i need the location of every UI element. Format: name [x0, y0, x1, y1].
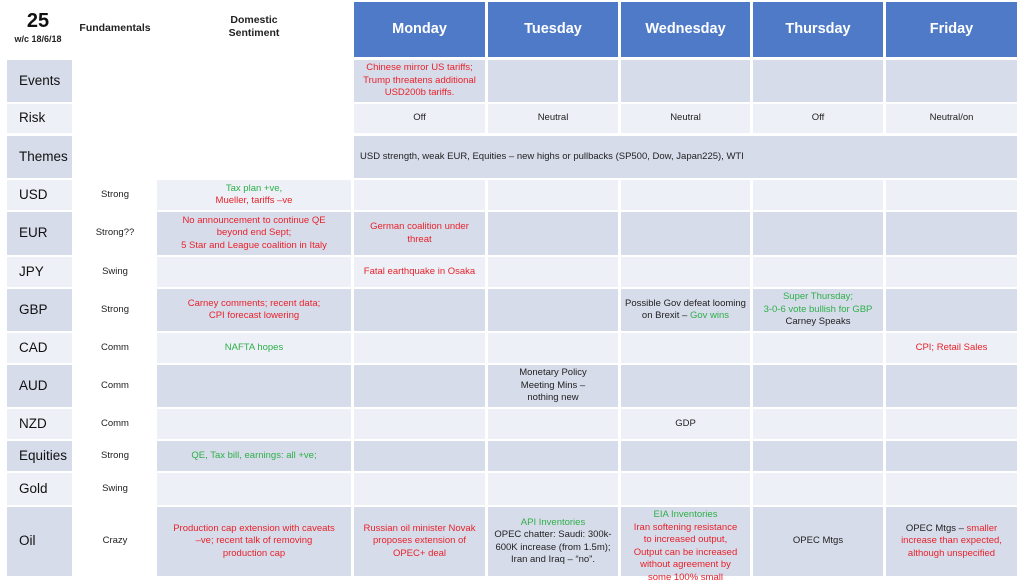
row-label-gbp: GBP [7, 289, 72, 331]
gold-monday [354, 473, 485, 505]
events-monday: Chinese mirror US tariffs; Trump threatens additional USD200b tariffs. [354, 60, 485, 102]
gold-sentiment [157, 473, 351, 505]
usd-friday [886, 180, 1017, 210]
aud-friday [886, 365, 1017, 407]
equities-thursday [753, 441, 883, 471]
jpy-wednesday [621, 257, 750, 287]
gbp-wednesday [621, 289, 750, 331]
risk-tuesday: Neutral [488, 104, 618, 133]
nzd-friday [886, 409, 1017, 439]
nzd-sentiment [157, 409, 351, 439]
oil-sentiment: Production cap extension with caveats –ve; recent talk of removing production cap [157, 507, 351, 576]
gbp-thursday-line3: Carney Speaks [786, 316, 851, 329]
week-header [0, 0, 76, 60]
oil-wednesday-line1: EIA Inventories [654, 509, 718, 522]
gbp-thursday-line1: Super Thursday; [783, 291, 853, 304]
oil-monday: Russian oil minister Novak proposes extension of OPEC+ deal [354, 507, 485, 576]
gold-friday [886, 473, 1017, 505]
cad-tuesday [488, 333, 618, 363]
week-commencing: w/c 18/6/18 [14, 33, 61, 46]
oil-friday [886, 507, 1017, 576]
equities-monday [354, 441, 485, 471]
row-label-equities: Equities [7, 441, 72, 471]
cad-sentiment: NAFTA hopes [157, 333, 351, 363]
row-label-cad: CAD [7, 333, 72, 363]
usd-sentiment-line2: Mueller, tariffs –ve [216, 195, 293, 208]
oil-wednesday-line4: some 100% small [648, 572, 723, 584]
cad-thursday [753, 333, 883, 363]
usd-sentiment-line1: Tax plan +ve, [226, 183, 282, 196]
jpy-fundamentals: Swing [76, 257, 154, 287]
gold-fundamentals: Swing [76, 473, 154, 505]
sentiment-header: Domestic Sentiment [157, 0, 351, 60]
cad-fundamentals: Comm [76, 333, 154, 363]
equities-tuesday [488, 441, 618, 471]
day-header-friday: Friday [886, 2, 1017, 57]
jpy-thursday [753, 257, 883, 287]
equities-friday [886, 441, 1017, 471]
equities-fundamentals: Strong [76, 441, 154, 471]
eur-sentiment-line1: No announcement to continue QE beyond end Sept; [159, 215, 349, 240]
nzd-thursday [753, 409, 883, 439]
row-label-gold: Gold [7, 473, 72, 505]
aud-tuesday: Monetary Policy Meeting Mins – nothing new [488, 365, 618, 407]
gold-wednesday [621, 473, 750, 505]
gbp-thursday-line2: 3-0-6 vote bullish for GBP [764, 304, 873, 317]
oil-thursday: OPEC Mtgs [753, 507, 883, 576]
oil-friday-part3: although unspecified [908, 548, 995, 559]
oil-wednesday-line2: Iran softening resistance to increased output, [623, 522, 748, 547]
gbp-sentiment: Carney comments; recent data; CPI forecast lowering [157, 289, 351, 331]
oil-wednesday [621, 507, 750, 576]
equities-wednesday [621, 441, 750, 471]
day-header-tuesday: Tuesday [488, 2, 618, 57]
gbp-wednesday-highlight: Gov wins [690, 310, 729, 321]
usd-fundamentals: Strong [76, 180, 154, 210]
aud-monday [354, 365, 485, 407]
jpy-tuesday [488, 257, 618, 287]
aud-sentiment [157, 365, 351, 407]
eur-tuesday [488, 212, 618, 255]
oil-friday-part1: OPEC Mtgs – [906, 523, 964, 534]
usd-wednesday [621, 180, 750, 210]
eur-fundamentals: Strong?? [76, 212, 154, 255]
risk-friday: Neutral/on [886, 104, 1017, 133]
row-label-events: Events [7, 60, 72, 102]
row-label-themes: Themes [7, 136, 72, 178]
gold-tuesday [488, 473, 618, 505]
gbp-friday [886, 289, 1017, 331]
cad-wednesday [621, 333, 750, 363]
gbp-thursday [753, 289, 883, 331]
usd-sentiment [157, 180, 351, 210]
jpy-friday [886, 257, 1017, 287]
nzd-wednesday: GDP [621, 409, 750, 439]
eur-wednesday [621, 212, 750, 255]
gbp-wednesday-main: Possible Gov defeat looming on Brexit – [625, 298, 746, 322]
gbp-wednesday-text [623, 298, 748, 323]
risk-wednesday: Neutral [621, 104, 750, 133]
aud-thursday [753, 365, 883, 407]
usd-tuesday [488, 180, 618, 210]
cad-friday: CPI; Retail Sales [886, 333, 1017, 363]
row-label-eur: EUR [7, 212, 72, 255]
row-label-aud: AUD [7, 365, 72, 407]
gbp-fundamentals: Strong [76, 289, 154, 331]
themes-text: USD strength, weak EUR, Equities – new highs or pullbacks (SP500, Dow, Japan225), WTI [354, 136, 1017, 178]
oil-tuesday [488, 507, 618, 576]
jpy-monday: Fatal earthquake in Osaka [354, 257, 485, 287]
oil-fundamentals: Crazy [76, 507, 154, 576]
fundamentals-header: Fundamentals [76, 0, 154, 60]
day-header-thursday: Thursday [753, 2, 883, 57]
eur-friday [886, 212, 1017, 255]
eur-thursday [753, 212, 883, 255]
oil-wednesday-line3: Output can be increased without agreement by [623, 547, 748, 572]
gold-thursday [753, 473, 883, 505]
gbp-tuesday [488, 289, 618, 331]
nzd-monday [354, 409, 485, 439]
row-label-risk: Risk [7, 104, 72, 133]
eur-sentiment-line2: 5 Star and League coalition in Italy [181, 240, 327, 253]
gbp-monday [354, 289, 485, 331]
row-label-nzd: NZD [7, 409, 72, 439]
oil-tuesday-highlight: API Inventories [521, 517, 585, 530]
aud-wednesday [621, 365, 750, 407]
cad-monday [354, 333, 485, 363]
week-number: 25 [27, 15, 49, 28]
row-label-jpy: JPY [7, 257, 72, 287]
oil-friday-text [892, 523, 1011, 561]
day-header-wednesday: Wednesday [621, 2, 750, 57]
row-label-oil: Oil [7, 507, 72, 576]
oil-friday-part2: smaller increase than expected, [901, 523, 1002, 547]
nzd-tuesday [488, 409, 618, 439]
events-friday [886, 60, 1017, 102]
risk-thursday: Off [753, 104, 883, 133]
equities-sentiment: QE, Tax bill, earnings: all +ve; [157, 441, 351, 471]
usd-thursday [753, 180, 883, 210]
jpy-sentiment [157, 257, 351, 287]
events-tuesday [488, 60, 618, 102]
events-wednesday [621, 60, 750, 102]
eur-sentiment [157, 212, 351, 255]
day-header-monday: Monday [354, 2, 485, 57]
oil-tuesday-main: OPEC chatter: Saudi: 300k-600K increase (from 1.5m); Iran and Iraq – “no”. [492, 529, 614, 567]
aud-fundamentals: Comm [76, 365, 154, 407]
row-label-usd: USD [7, 180, 72, 210]
usd-monday [354, 180, 485, 210]
eur-monday: German coalition under threat [354, 212, 485, 255]
events-thursday [753, 60, 883, 102]
nzd-fundamentals: Comm [76, 409, 154, 439]
risk-monday: Off [354, 104, 485, 133]
